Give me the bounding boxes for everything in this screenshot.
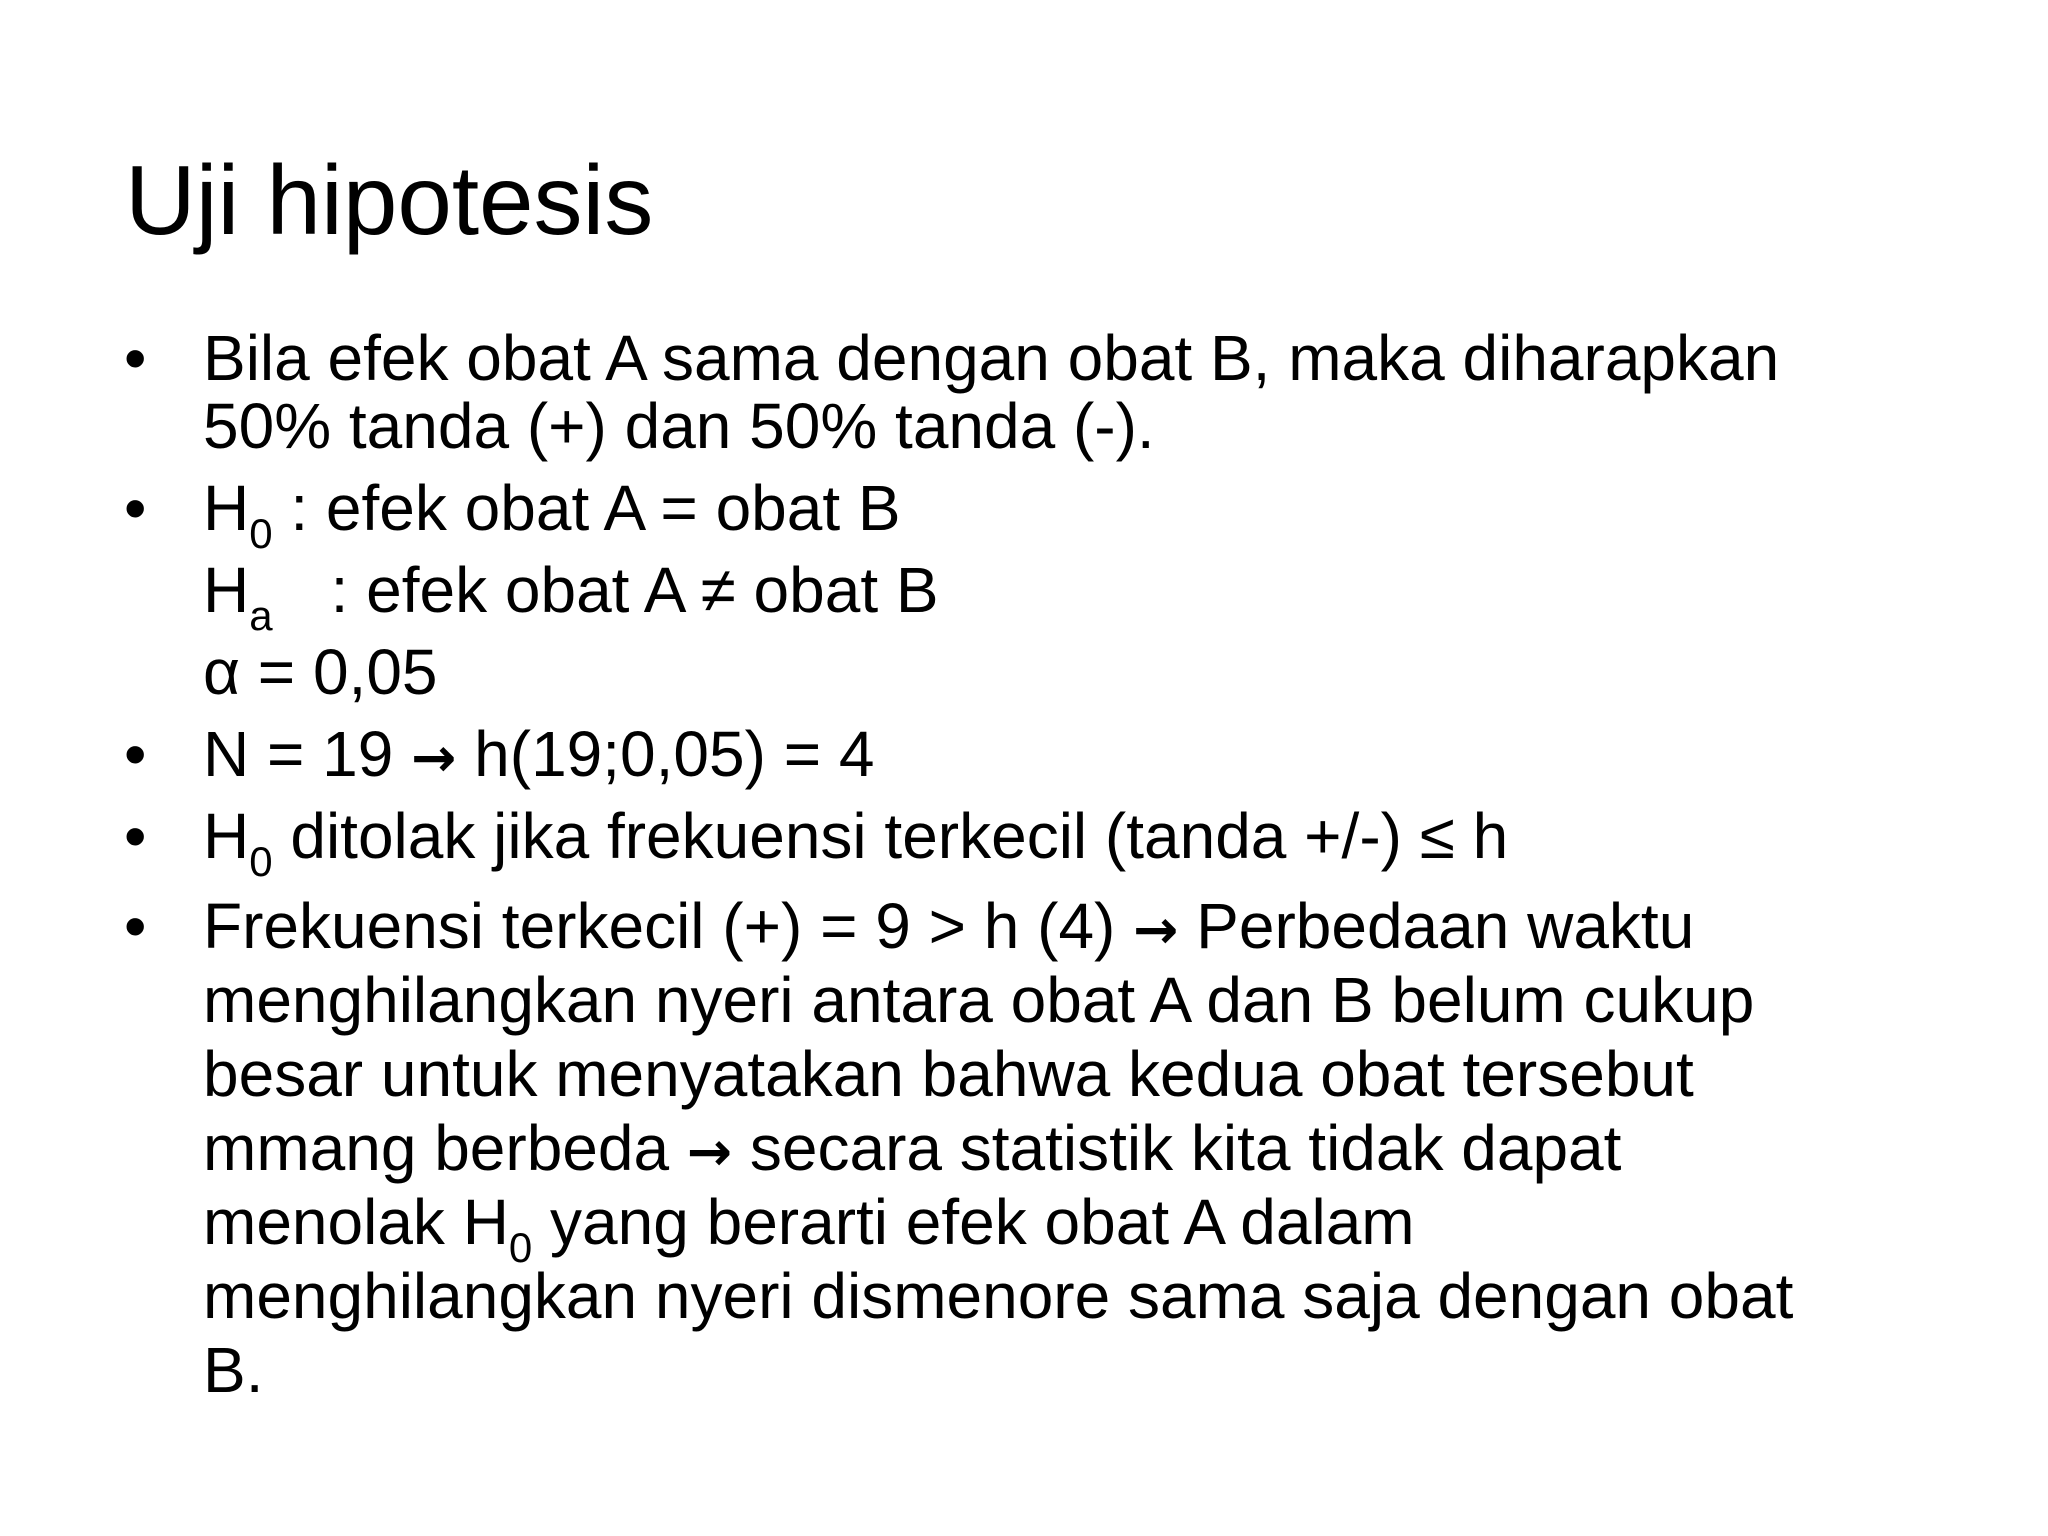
bullet-5-line-1 (203, 888, 1694, 968)
bullet-dot: • (124, 718, 147, 790)
h0-subscript: 0 (508, 1224, 533, 1271)
arrow-right-icon: → (411, 726, 457, 789)
h0-letter: H (203, 472, 250, 544)
rejection-rule: ditolak jika frekuensi terkecil (tanda +/-) ≤ h (272, 800, 1509, 872)
bullet-dot: • (124, 472, 147, 544)
slide-title: Uji hipotesis (125, 145, 654, 255)
h-value: h(19;0,05) = 4 (456, 718, 875, 790)
bullet-dot: • (124, 322, 147, 394)
ha-subscript: a (249, 592, 273, 639)
h0-letter: H (203, 800, 250, 872)
bullet-5-line-2: menghilangkan nyeri antara obat A dan B belum cukup (203, 964, 1755, 1036)
bullet-4-line (203, 798, 1509, 885)
text-segment: menolak H (203, 1186, 509, 1258)
hypothesis-ha (203, 552, 939, 639)
bullet-1-line-2: 50% tanda (+) dan 50% tanda (-). (203, 390, 1155, 462)
arrow-right-icon: → (1133, 898, 1179, 961)
bullet-1-line-1: Bila efek obat A sama dengan obat B, maka diharapkan (203, 322, 1780, 394)
ha-letter: H (203, 554, 250, 626)
h0-subscript: 0 (249, 838, 273, 885)
h0-subscript: 0 (249, 510, 273, 557)
alpha-line: α = 0,05 (203, 636, 438, 708)
text-segment: Perbedaan waktu (1178, 890, 1695, 962)
n-value: N = 19 (203, 718, 412, 790)
bullet-dot: • (124, 890, 147, 962)
text-segment: secara statistik kita tidak dapat (732, 1112, 1622, 1184)
bullet-5-line-7: B. (203, 1334, 264, 1406)
h0-text: : efek obat A = obat B (272, 472, 901, 544)
hypothesis-h0 (203, 470, 901, 557)
text-segment: Frekuensi terkecil (+) = 9 > h (4) (203, 890, 1134, 962)
bullet-5-line-4 (203, 1110, 1621, 1190)
bullet-5-line-5 (203, 1184, 1415, 1271)
bullet-3-line (203, 716, 874, 796)
bullet-dot: • (124, 800, 147, 872)
bullet-5-line-6: menghilangkan nyeri dismenore sama saja dengan obat (203, 1260, 1794, 1332)
arrow-right-icon: → (686, 1120, 733, 1183)
text-segment: yang berarti efek obat A dalam (532, 1186, 1415, 1258)
bullet-5-line-3: besar untuk menyatakan bahwa kedua obat tersebut (203, 1038, 1694, 1110)
text-segment: mmang berbeda (203, 1112, 687, 1184)
ha-text: : efek obat A ≠ obat B (330, 554, 939, 626)
